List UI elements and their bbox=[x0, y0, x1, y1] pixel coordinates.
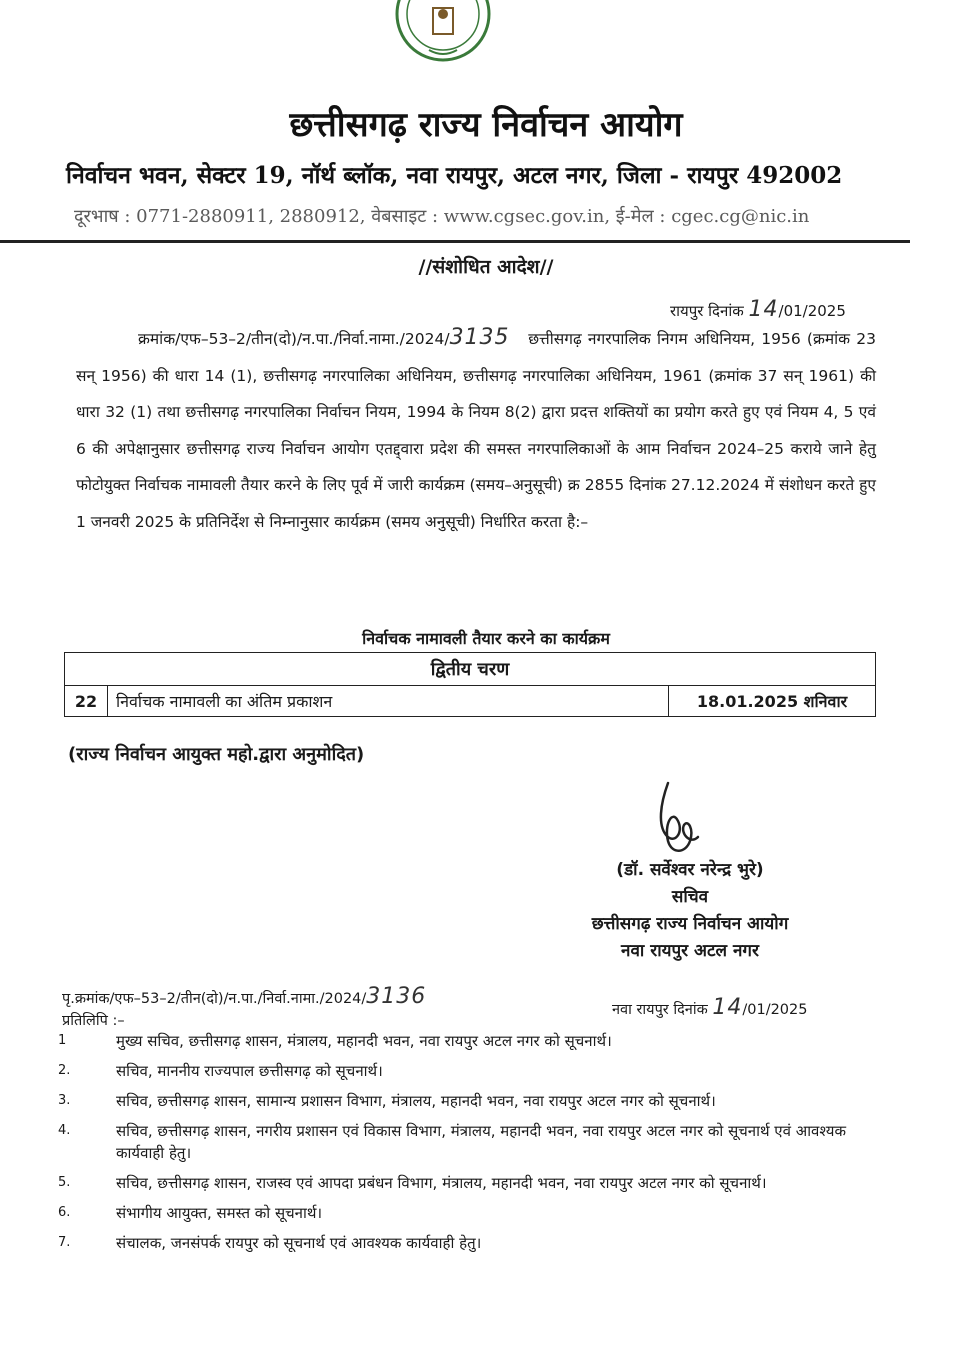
endorsement-date bbox=[612, 995, 807, 1020]
order-heading: //संशोधित आदेश// bbox=[418, 256, 554, 278]
endorsement-date-prefix: नवा रायपुर दिनांक bbox=[612, 1002, 708, 1018]
list-item-number: 4. bbox=[58, 1123, 71, 1138]
endorsement-ref-prefix: पृ.क्रमांक/एफ–53–2/तीन(दो)/न.पा./निर्वा.नामा./2024/ bbox=[62, 991, 367, 1007]
endorsement-date-suffix: /01/2025 bbox=[742, 1002, 808, 1018]
order-date-prefix: रायपुर दिनांक bbox=[670, 302, 744, 320]
list-item-text: संचालक, जनसंपर्क रायपुर को सूचनार्थ एवं आवश्यक कार्यवाही हेतु। bbox=[116, 1234, 482, 1252]
list-item-number: 7. bbox=[58, 1235, 71, 1250]
phase-heading: द्वितीय चरण bbox=[65, 653, 876, 686]
list-item-number: 3. bbox=[58, 1093, 71, 1108]
list-item-text: सचिव, छत्तीसगढ़ शासन, सामान्य प्रशासन विभाग, मंत्रालय, महानदी भवन, नवा रायपुर अटल नगर को सूचनार्थ। bbox=[116, 1092, 716, 1110]
order-body bbox=[76, 320, 876, 540]
programme-title: निर्वाचक नामावली तैयार करने का कार्यक्रम bbox=[362, 629, 610, 648]
endorsement-ref bbox=[62, 984, 426, 1009]
list-item bbox=[58, 1120, 858, 1164]
list-item bbox=[58, 1060, 858, 1082]
row-date: 18.01.2025 शनिवार bbox=[669, 686, 876, 717]
order-date-suffix: /01/2025 bbox=[778, 302, 846, 320]
order-date-handwritten: 14 bbox=[748, 297, 779, 322]
order-body-text: छत्तीसगढ़ नगरपालिक निगम अधिनियम, 1956 (क्रमांक 23 सन् 1956) की धारा 14 (1), छत्तीसगढ़ नगरपालिका अधिनियम, छत्तीसगढ़ नगरपालिका अधिनियम, 1961 (क्रमांक 37 सन् 1961) की धारा 32 (1) तथा छत्तीसगढ़ नगरपालिका निर्वाचन नियम, 1994 के नियम 8(2) द्वारा प्रदत्त शक्तियों का प्रयोग करते हुए एवं नियम 4, 5 एवं 6 की अपेक्षानुसार छत्तीसगढ़ राज्य निर्वाचन आयोग एतद्द्वारा प्रदेश की समस्त नगरपालिकाओं के आम निर्वाचन 2024–25 कराये जाने हेतु फोटोयुक्त निर्वाचक नामावली तैयार करने के लिए पूर्व में जारी कार्यक्रम (समय–अनुसूची) क्र 2855 दिनांक 27.12.2024 में संशोधन करते हुए 1 जनवरी 2025 के प्रतिनिर्देश से निम्नानुसार कार्यक्रम (समय अनुसूची) निर्धारित करता है:– bbox=[76, 330, 876, 531]
endorsement-date-handwritten: 14 bbox=[712, 995, 743, 1020]
row-activity: निर्वाचक नामावली का अंतिम प्रकाशन bbox=[108, 686, 669, 717]
list-item-text: सचिव, छत्तीसगढ़ शासन, नगरीय प्रशासन एवं विकास विभाग, मंत्रालय, महानदी भवन, नवा रायपुर अटल नगर को सूचनार्थ एवं आवश्यक कार्यवाही हेतु। bbox=[116, 1122, 846, 1162]
endorsement-ref-handwritten: 3136 bbox=[366, 984, 427, 1009]
list-item-text: सचिव, माननीय राज्यपाल छत्तीसगढ़ को सूचनार्थ। bbox=[116, 1062, 383, 1080]
list-item-number: 5. bbox=[58, 1175, 71, 1190]
copy-list bbox=[58, 1030, 858, 1262]
signatory-name: (डॉ. सर्वेश्वर नरेन्द्र भुरे) bbox=[616, 860, 764, 880]
office-address: निर्वाचन भवन, सेक्टर 19, नॉर्थ ब्लॉक, नवा रायपुर, अटल नगर, जिला - रायपुर 492002 bbox=[66, 162, 843, 189]
approval-note: (राज्य निर्वाचन आयुक्त महो.द्वारा अनुमोदित) bbox=[68, 744, 365, 765]
signature-block bbox=[520, 857, 860, 965]
signatory-place: नवा रायपुर अटल नगर bbox=[621, 941, 759, 961]
list-item-number: 6. bbox=[58, 1205, 71, 1220]
list-item-number: 1 bbox=[58, 1033, 67, 1048]
list-item-text: मुख्य सचिव, छत्तीसगढ़ शासन, मंत्रालय, महानदी भवन, नवा रायपुर अटल नगर को सूचनार्थ। bbox=[116, 1032, 612, 1050]
contact-line: दूरभाष : 0771-2880911, 2880912, वेबसाइट : www.cgsec.gov.in, ई-मेल : cgec.cg@nic.in bbox=[74, 206, 810, 227]
signatory-office: छत्तीसगढ़ राज्य निर्वाचन आयोग bbox=[591, 914, 789, 934]
table-row bbox=[65, 653, 876, 686]
list-item bbox=[58, 1172, 858, 1194]
programme-table bbox=[64, 652, 876, 717]
commission-seal-icon bbox=[393, 0, 493, 62]
order-ref-prefix: क्रमांक/एफ–53–2/तीन(दो)/न.पा./निर्वा.नामा./2024/ bbox=[138, 330, 450, 348]
table-row bbox=[65, 686, 876, 717]
list-item-number: 2. bbox=[58, 1063, 71, 1078]
list-item bbox=[58, 1090, 858, 1112]
row-number: 22 bbox=[65, 686, 108, 717]
order-ref-handwritten: 3135 bbox=[449, 325, 510, 350]
list-item-text: संभागीय आयुक्त, समस्त को सूचनार्थ। bbox=[116, 1204, 323, 1222]
signature-icon bbox=[638, 775, 718, 865]
list-item-text: सचिव, छत्तीसगढ़ शासन, राजस्व एवं आपदा प्रबंधन विभाग, मंत्रालय, महानदी भवन, नवा रायपुर अटल नगर को सूचनार्थ। bbox=[116, 1174, 767, 1192]
list-item bbox=[58, 1202, 858, 1224]
list-item bbox=[58, 1030, 858, 1052]
copy-label: प्रतिलिपि :– bbox=[62, 1013, 125, 1029]
list-item bbox=[58, 1232, 858, 1254]
commission-title: छत्तीसगढ़ राज्य निर्वाचन आयोग bbox=[289, 105, 683, 145]
order-date bbox=[670, 297, 846, 322]
header-divider bbox=[0, 240, 910, 243]
signatory-designation: सचिव bbox=[671, 887, 709, 907]
